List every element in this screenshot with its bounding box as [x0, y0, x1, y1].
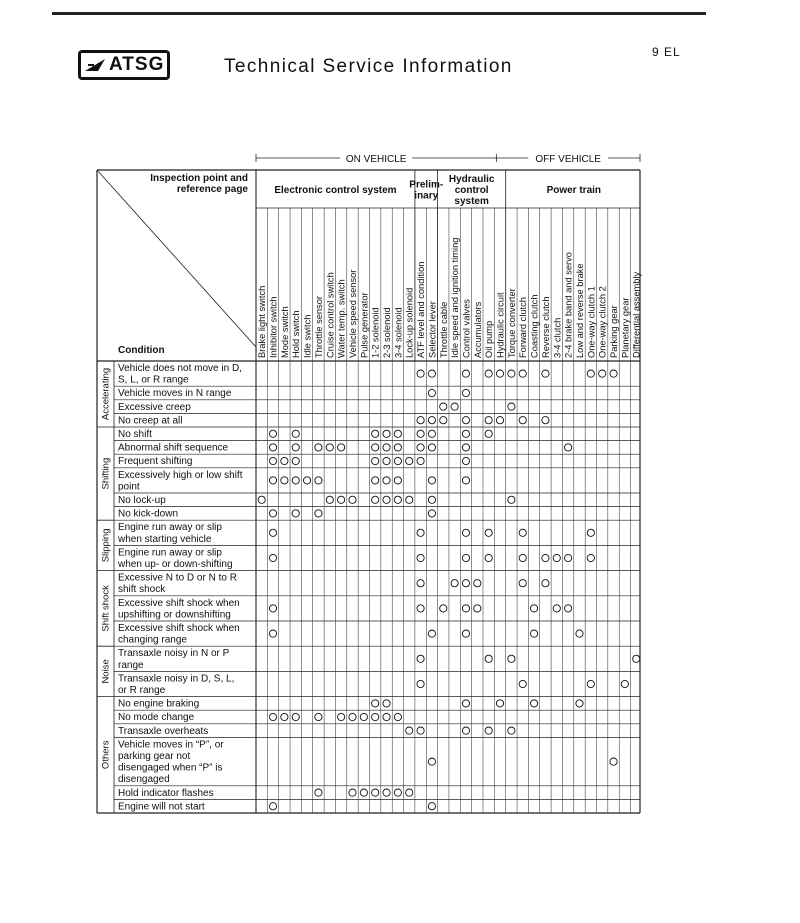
check-mark-circle: [349, 713, 356, 720]
check-mark-circle: [519, 580, 526, 587]
check-mark-circle: [281, 713, 288, 720]
check-mark-circle: [349, 789, 356, 796]
column-label: Throttle sensor: [313, 295, 324, 358]
check-mark-circle: [281, 477, 288, 484]
column-label: Torque converter: [506, 288, 517, 358]
column-label: Oil pump: [484, 320, 495, 358]
group-header-label: inary: [414, 190, 439, 202]
check-mark-circle: [269, 630, 276, 637]
check-mark-circle: [417, 457, 424, 464]
check-mark-circle: [462, 605, 469, 612]
column-label: Throttle cable: [438, 301, 449, 358]
condition-text: Hold indicator flashes: [118, 787, 214, 799]
check-mark-circle: [269, 605, 276, 612]
check-mark-circle: [530, 630, 537, 637]
check-mark-circle: [315, 789, 322, 796]
check-mark-circle: [462, 700, 469, 707]
check-mark-circle: [428, 803, 435, 810]
condition-text: Excessive N to D or N to R: [118, 572, 237, 584]
check-mark-circle: [462, 389, 469, 396]
check-mark-circle: [587, 554, 594, 561]
check-mark-circle: [292, 444, 299, 451]
check-mark-circle: [485, 655, 492, 662]
corner-diagonal: [97, 170, 256, 347]
check-mark-circle: [269, 510, 276, 517]
column-label: Water temp. switch: [336, 279, 347, 358]
corner-label-line-1: Inspection point and: [150, 173, 248, 184]
check-mark-circle: [281, 457, 288, 464]
column-label: Cruise control switch: [325, 272, 336, 358]
column-label: Idle speed and ignition timing: [450, 237, 461, 358]
condition-text: Excessive shift shock when: [118, 623, 240, 634]
check-mark-circle: [599, 370, 606, 377]
column-label: One-way clutch 1: [586, 286, 597, 358]
check-mark-circle: [587, 529, 594, 536]
check-mark-circle: [394, 457, 401, 464]
check-mark-circle: [610, 370, 617, 377]
check-mark-circle: [417, 529, 424, 536]
check-mark-circle: [372, 444, 379, 451]
condition-text: when starting vehicle: [118, 533, 212, 545]
group-header-label: Prelim-: [409, 179, 444, 191]
check-mark-circle: [496, 370, 503, 377]
column-label: Reverse clutch: [540, 296, 551, 358]
check-mark-circle: [530, 605, 537, 612]
column-label: Idle switch: [302, 314, 313, 358]
condition-text: No shift: [118, 429, 152, 440]
check-mark-circle: [394, 444, 401, 451]
check-mark-circle: [372, 713, 379, 720]
condition-text: Abnormal shift sequence: [118, 442, 229, 454]
check-mark-circle: [417, 370, 424, 377]
check-mark-circle: [417, 417, 424, 424]
condition-text: No lock-up: [118, 495, 166, 506]
check-mark-circle: [292, 477, 299, 484]
check-mark-circle: [383, 430, 390, 437]
check-mark-circle: [315, 713, 322, 720]
condition-text: Excessive shift shock when: [118, 597, 240, 609]
check-mark-circle: [406, 727, 413, 734]
check-mark-circle: [485, 554, 492, 561]
check-mark-circle: [462, 630, 469, 637]
check-mark-circle: [542, 370, 549, 377]
check-mark-circle: [338, 496, 345, 503]
check-mark-circle: [292, 457, 299, 464]
column-label: Forward clutch: [518, 297, 529, 358]
condition-text: Engine will not start: [118, 801, 205, 813]
check-mark-circle: [508, 496, 515, 503]
check-mark-circle: [508, 727, 515, 734]
check-mark-circle: [292, 430, 299, 437]
check-mark-circle: [417, 580, 424, 587]
check-mark-circle: [428, 758, 435, 765]
check-mark-circle: [394, 477, 401, 484]
check-mark-circle: [428, 496, 435, 503]
condition-text: Transaxle noisy in N or P: [118, 648, 230, 660]
column-label: Inhibitor switch: [268, 296, 279, 358]
check-mark-circle: [269, 457, 276, 464]
check-mark-circle: [338, 713, 345, 720]
check-mark-circle: [553, 554, 560, 561]
check-mark-circle: [269, 477, 276, 484]
check-mark-circle: [383, 444, 390, 451]
category-label: Slipping: [100, 528, 112, 563]
group-header-label: system: [454, 196, 489, 207]
check-mark-circle: [462, 444, 469, 451]
condition-text: No engine braking: [118, 698, 200, 710]
check-mark-circle: [542, 417, 549, 424]
check-mark-circle: [519, 529, 526, 536]
column-label: Hydraulic circuit: [495, 292, 506, 358]
column-label: 2-3 solenoid: [382, 307, 393, 358]
check-mark-circle: [394, 430, 401, 437]
check-mark-circle: [315, 444, 322, 451]
category-label: Shifting: [100, 457, 112, 490]
check-mark-circle: [485, 417, 492, 424]
column-label: Selector lever: [427, 301, 438, 358]
check-mark-circle: [417, 444, 424, 451]
check-mark-circle: [326, 444, 333, 451]
check-mark-circle: [292, 510, 299, 517]
column-label: Differential assembly: [631, 271, 642, 358]
check-mark-circle: [440, 417, 447, 424]
check-mark-circle: [303, 477, 310, 484]
check-mark-circle: [372, 700, 379, 707]
check-mark-circle: [565, 444, 572, 451]
page-title: Technical Service Information: [224, 56, 513, 77]
condition-text: S, L, or R range: [118, 374, 189, 386]
check-mark-circle: [440, 605, 447, 612]
check-mark-circle: [519, 554, 526, 561]
check-mark-circle: [269, 444, 276, 451]
check-mark-circle: [462, 370, 469, 377]
check-mark-circle: [485, 727, 492, 734]
check-mark-circle: [462, 529, 469, 536]
category-label: Others: [100, 740, 112, 770]
check-mark-circle: [519, 417, 526, 424]
condition-text: Vehicle moves in “P”, or: [118, 739, 224, 751]
condition-text: Vehicle does not move in D,: [118, 363, 242, 374]
check-mark-circle: [496, 700, 503, 707]
column-label: Hold switch: [291, 310, 302, 358]
check-mark-circle: [383, 789, 390, 796]
group-header-label: Electronic control system: [274, 185, 397, 196]
check-mark-circle: [269, 529, 276, 536]
check-mark-circle: [417, 655, 424, 662]
column-label: 1-2 solenoid: [370, 307, 381, 358]
check-mark-circle: [565, 605, 572, 612]
check-mark-circle: [451, 403, 458, 410]
column-label: Planetary gear: [620, 297, 631, 358]
check-mark-circle: [394, 713, 401, 720]
category-label: Noise: [100, 659, 112, 684]
column-label: Mode switch: [279, 306, 290, 358]
check-mark-circle: [269, 713, 276, 720]
check-mark-circle: [462, 417, 469, 424]
condition-text: Excessive creep: [118, 401, 191, 413]
check-mark-circle: [462, 477, 469, 484]
column-label: ATF level and condition: [416, 261, 427, 358]
logo-text: ATSG: [109, 54, 165, 75]
check-mark-circle: [360, 713, 367, 720]
check-mark-circle: [269, 803, 276, 810]
group-header-label: Power train: [546, 185, 602, 196]
check-mark-circle: [258, 496, 265, 503]
check-mark-circle: [496, 417, 503, 424]
check-mark-circle: [394, 789, 401, 796]
column-label: Lock-up solenoid: [404, 287, 415, 358]
check-mark-circle: [315, 510, 322, 517]
check-mark-circle: [428, 477, 435, 484]
column-label: Pulse generator: [359, 292, 370, 358]
category-label: Accelerating: [100, 367, 112, 421]
column-label: Brake light switch: [257, 285, 268, 358]
check-mark-circle: [383, 496, 390, 503]
condition-text: No creep at all: [118, 415, 183, 427]
condition-text: Engine run away or slip: [118, 522, 222, 534]
column-label: Parking gear: [609, 305, 620, 358]
check-mark-circle: [383, 713, 390, 720]
check-mark-circle: [417, 727, 424, 734]
group-header-label: control: [454, 185, 489, 196]
check-mark-circle: [542, 580, 549, 587]
condition-text: disengaged: [118, 774, 170, 786]
condition-text: shift shock: [118, 584, 166, 596]
condition-text: upshifting or downshifting: [118, 609, 231, 621]
column-label: 3-4 clutch: [552, 317, 563, 358]
check-mark-circle: [519, 370, 526, 377]
check-mark-circle: [360, 789, 367, 796]
column-label: Vehicle speed sensor: [347, 269, 358, 358]
column-label: Low and reverse brake: [574, 263, 585, 358]
check-mark-circle: [428, 444, 435, 451]
check-mark-circle: [372, 789, 379, 796]
group-header-label: Hydraulic: [448, 174, 495, 185]
column-label: One-way clutch 2: [597, 286, 608, 358]
check-mark-circle: [372, 477, 379, 484]
check-mark-circle: [610, 758, 617, 765]
condition-text: changing range: [118, 634, 187, 646]
condition-text: when up- or down-shifting: [118, 559, 233, 570]
condition-label: Condition: [118, 345, 165, 356]
category-label: Shift shock: [100, 585, 112, 632]
check-mark-circle: [462, 430, 469, 437]
check-mark-circle: [462, 727, 469, 734]
check-mark-circle: [269, 554, 276, 561]
corner-label-line-2: reference page: [176, 184, 248, 195]
check-mark-circle: [587, 680, 594, 687]
check-mark-circle: [485, 430, 492, 437]
check-mark-circle: [485, 529, 492, 536]
check-mark-circle: [292, 713, 299, 720]
check-mark-circle: [542, 554, 549, 561]
condition-text: parking gear not: [118, 751, 191, 762]
check-mark-circle: [576, 700, 583, 707]
check-mark-circle: [428, 389, 435, 396]
condition-text: Transaxle noisy in D, S, L,: [118, 673, 235, 685]
check-mark-circle: [428, 630, 435, 637]
check-mark-circle: [428, 510, 435, 517]
check-mark-circle: [428, 417, 435, 424]
condition-text: Vehicle moves in N range: [118, 388, 232, 400]
on-vehicle-label: ON VEHICLE: [345, 154, 407, 165]
check-mark-circle: [326, 496, 333, 503]
check-mark-circle: [462, 554, 469, 561]
check-mark-circle: [417, 430, 424, 437]
check-mark-circle: [406, 789, 413, 796]
check-mark-circle: [565, 554, 572, 561]
column-label: Accumulators: [472, 301, 483, 358]
check-mark-circle: [383, 477, 390, 484]
check-mark-circle: [428, 430, 435, 437]
page-number: 9 EL: [652, 45, 681, 59]
check-mark-circle: [530, 700, 537, 707]
check-mark-circle: [633, 655, 640, 662]
check-mark-circle: [372, 496, 379, 503]
condition-text: point: [118, 481, 140, 493]
check-mark-circle: [508, 655, 515, 662]
condition-text: range: [118, 659, 144, 671]
check-mark-circle: [440, 403, 447, 410]
check-mark-circle: [372, 457, 379, 464]
check-mark-circle: [508, 370, 515, 377]
condition-text: No mode change: [118, 712, 195, 724]
check-mark-circle: [462, 580, 469, 587]
check-mark-circle: [485, 370, 492, 377]
check-mark-circle: [474, 605, 481, 612]
condition-text: Engine run away or slip: [118, 547, 222, 559]
check-mark-circle: [417, 554, 424, 561]
column-label: Coasting clutch: [529, 294, 540, 358]
check-mark-circle: [519, 680, 526, 687]
check-mark-circle: [587, 370, 594, 377]
check-mark-circle: [417, 605, 424, 612]
condition-text: Transaxle overheats: [118, 725, 209, 737]
check-mark-circle: [372, 430, 379, 437]
condition-text: disengaged when “P” is: [118, 762, 223, 774]
check-mark-circle: [576, 630, 583, 637]
off-vehicle-label: OFF VEHICLE: [535, 154, 601, 165]
check-mark-circle: [508, 403, 515, 410]
check-mark-circle: [621, 680, 628, 687]
check-mark-circle: [315, 477, 322, 484]
condition-text: Excessively high or low shift: [118, 469, 243, 481]
check-mark-circle: [338, 444, 345, 451]
check-mark-circle: [462, 457, 469, 464]
condition-text: or R range: [118, 685, 166, 696]
check-mark-circle: [451, 580, 458, 587]
column-label: 3-4 solenoid: [393, 307, 404, 358]
condition-text: No kick-down: [118, 508, 179, 520]
check-mark-circle: [428, 370, 435, 377]
column-label: 2-4 brake band and servo: [563, 252, 574, 358]
column-label: Control valves: [461, 299, 472, 358]
condition-text: Frequent shifting: [118, 456, 193, 468]
check-mark-circle: [406, 496, 413, 503]
check-mark-circle: [417, 680, 424, 687]
check-mark-circle: [349, 496, 356, 503]
check-mark-circle: [383, 457, 390, 464]
check-mark-circle: [406, 457, 413, 464]
check-mark-circle: [383, 700, 390, 707]
check-mark-circle: [553, 605, 560, 612]
check-mark-circle: [269, 430, 276, 437]
check-mark-circle: [474, 580, 481, 587]
check-mark-circle: [394, 496, 401, 503]
